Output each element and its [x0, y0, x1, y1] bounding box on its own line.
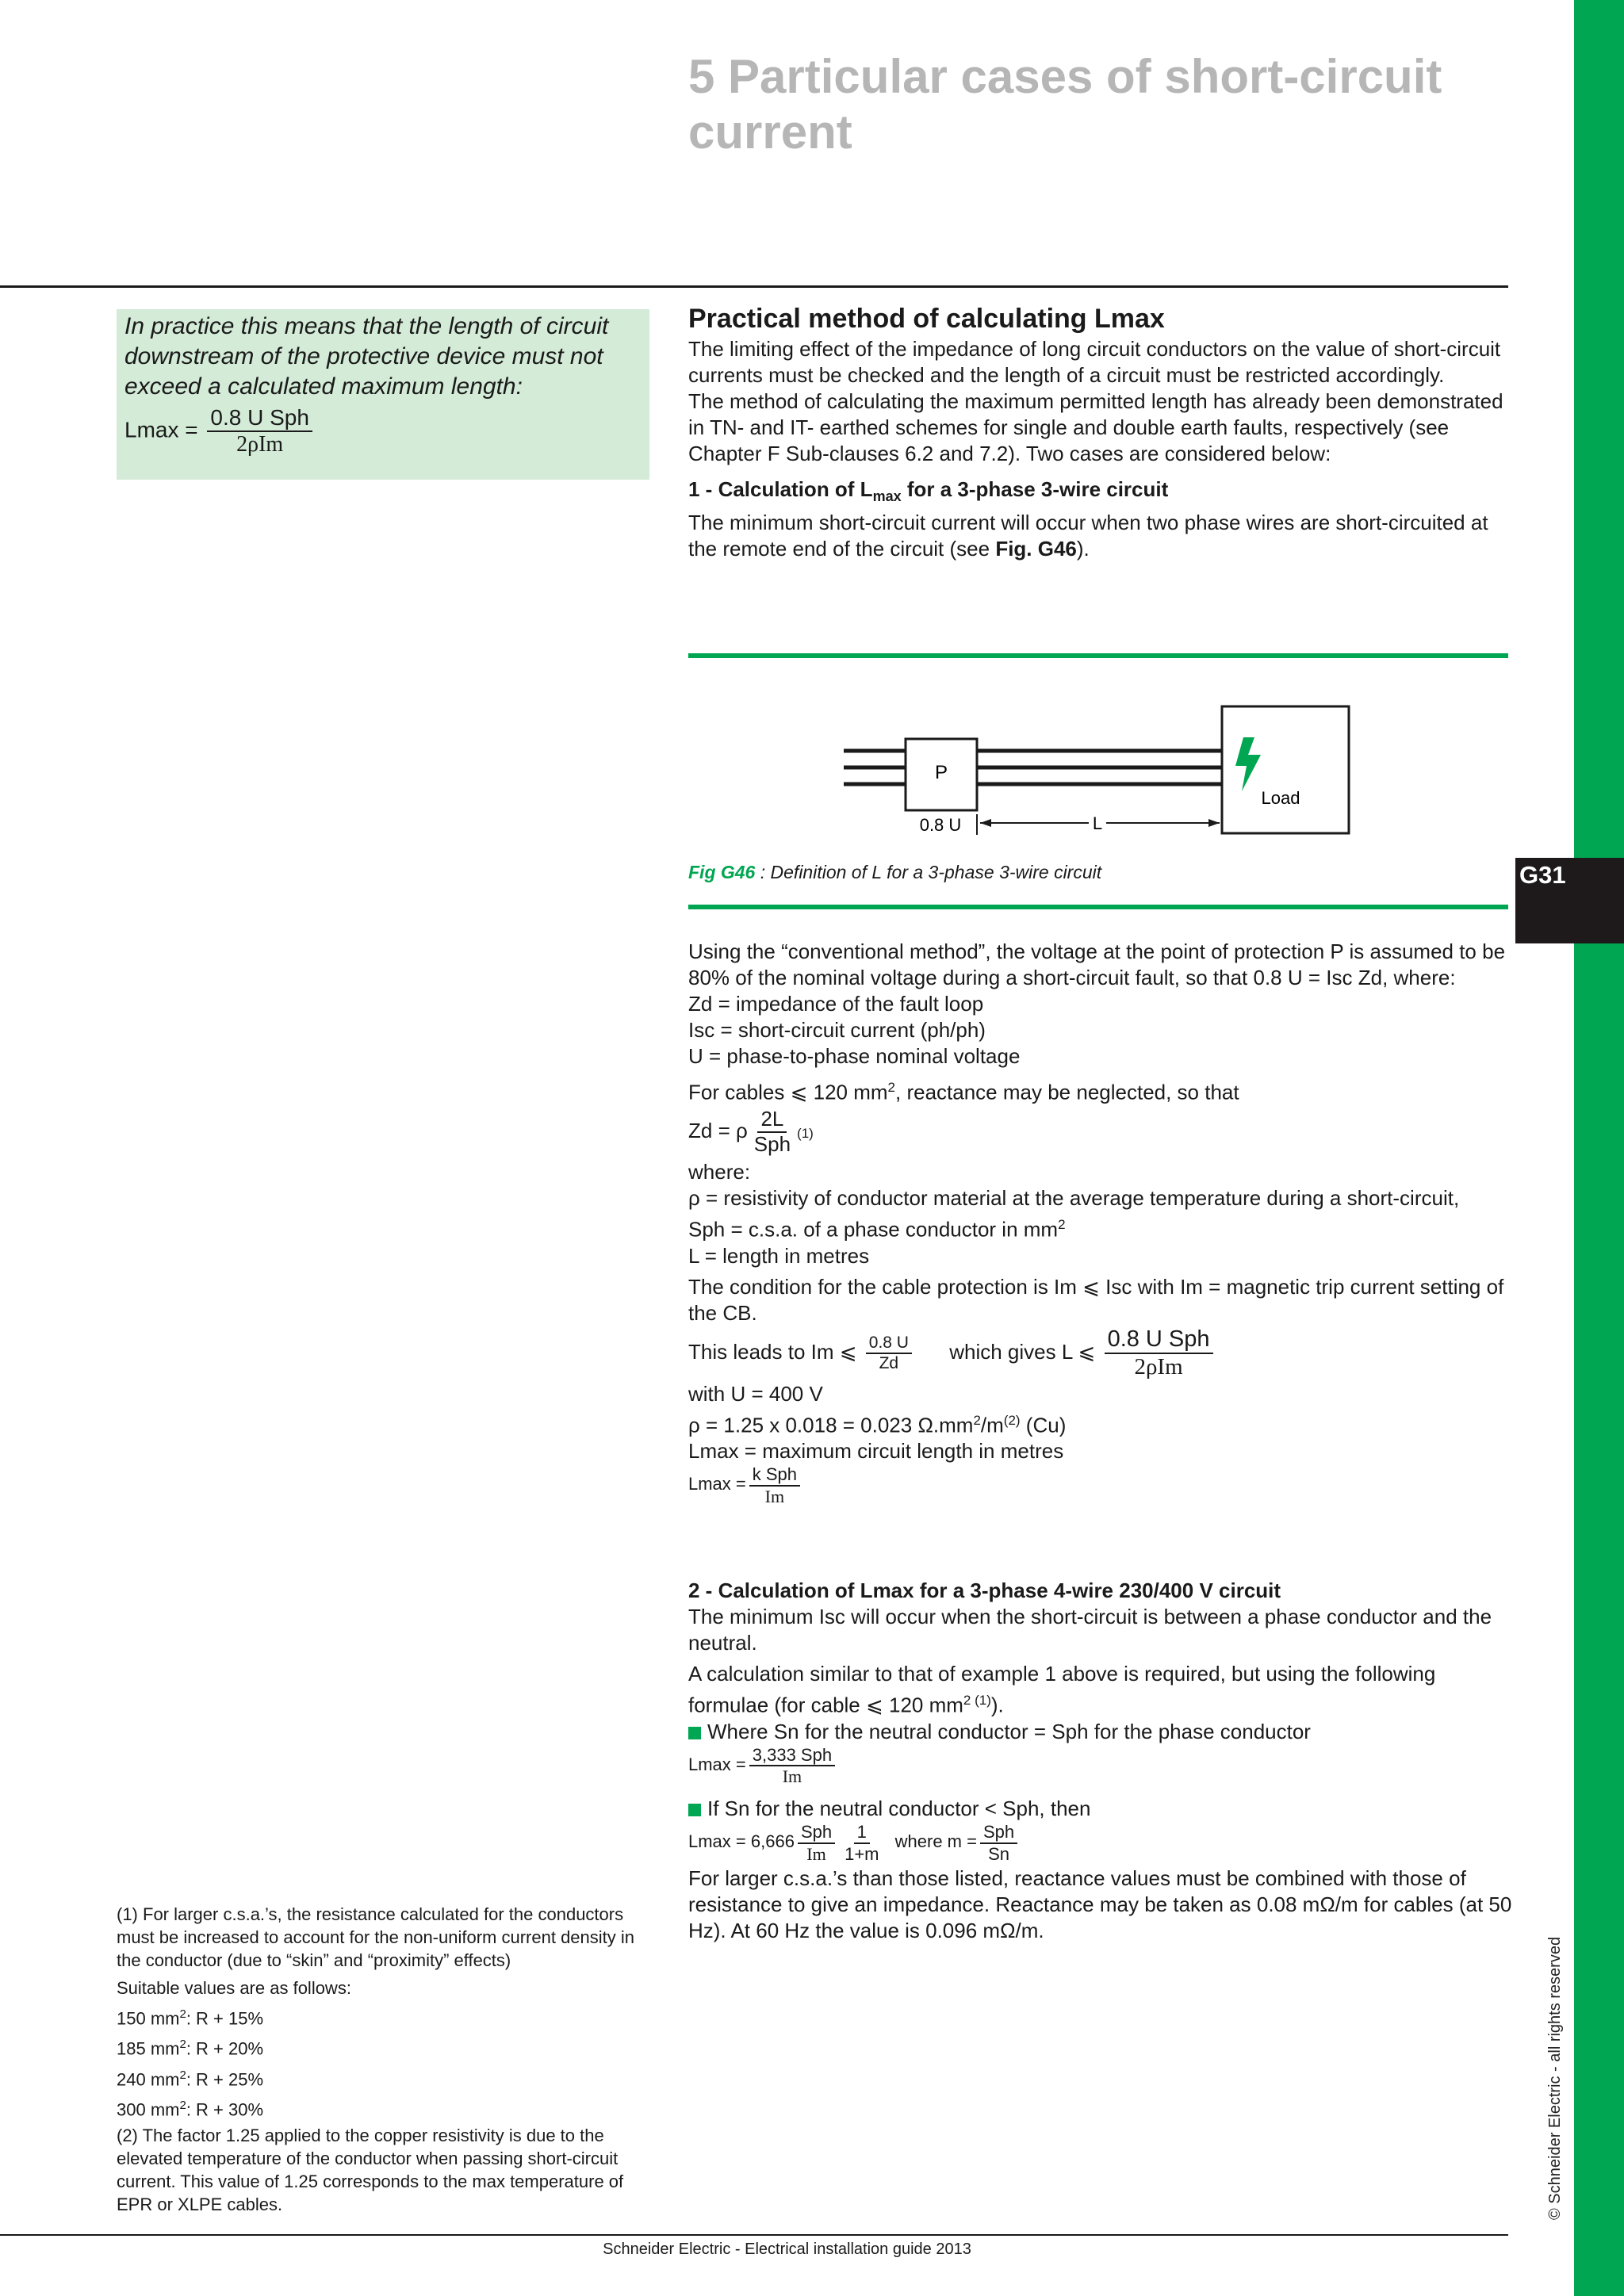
case2-fraction-2a: $\frac{\text{Sph}}{Im}$: [798, 1822, 835, 1864]
protection-label: P: [934, 762, 948, 783]
case2-section: [688, 1578, 1513, 1944]
figure-reference[interactable]: Fig. G46: [995, 537, 1077, 561]
lmax-k-fraction: $\frac{\text{k Sph}}{Im}$: [749, 1464, 800, 1506]
u-value: with U = 400 V: [688, 1381, 823, 1406]
bullet-icon: [688, 1727, 701, 1739]
bullet-icon: [688, 1804, 701, 1816]
case1-text: The minimum short-circuit current will occur when two phase wires are short-circuited at the remote end of the circuit (see Fig. G46).: [688, 511, 1488, 561]
def-zd: Zd = impedance of the fault loop: [688, 992, 984, 1016]
figure-caption: Fig G46 : Definition of L for a 3-phase 3-wire circuit: [688, 862, 1102, 882]
def-rho: ρ = resistivity of conductor material at the average temperature during a short-circuit,: [688, 1186, 1460, 1211]
case2-paragraph-1: The minimum Isc will occur when the short-circuit is between a phase conductor and the neutral.: [688, 1605, 1492, 1655]
case2-formula-1: Lmax = $\frac{\text{3,333 Sph}}{Im}$: [688, 1745, 1513, 1787]
load-label: Load: [1261, 788, 1300, 808]
value-150: 150 $mm^2$: R + 15%: [117, 2007, 264, 2029]
caption-id: Fig G46: [688, 862, 756, 882]
case2-formula-2: Lmax = 6,666 $\frac{\text{Sph}}{Im}$ $\frac{1}{1+m}$ where m = $\frac{\text{Sph}}{Sn}$: [688, 1822, 1513, 1864]
formula-lhs: Lmax =: [124, 417, 198, 442]
def-isc: Isc = short-circuit current (ph/ph): [688, 1018, 986, 1042]
chapter-title: 5 Particular cases of short-circuit current: [688, 50, 1442, 159]
footnote-1: (1) For larger c.s.a.’s, the resistance calculated for the conductors must be increased to account for the non-uniform current density in the conductor (due to “skin” and “proximity” effects): [117, 1904, 635, 1970]
conv-paragraph: Using the “conventional method”, the voltage at the point of protection P is assumed to be 80% of the nominal voltage during a short-circuit fault, so that 0.8 U = Isc Zd, where:: [688, 939, 1506, 989]
intro-paragraph-1: The limiting effect of the impedance of long circuit conductors on the value of short-circuit currents must be checked and the length of a circuit must be restricted accordingly.: [688, 337, 1501, 387]
def-length: L = length in metres: [688, 1244, 870, 1269]
suitable-values: Suitable values are as follows:: [117, 1978, 351, 1998]
conventional-method-section: [688, 939, 1513, 1506]
gives-fraction: $\frac{\text{0.8 U Sph}}{\text{2ρIm}}$: [1105, 1326, 1213, 1381]
where-label: where:: [688, 1160, 751, 1184]
def-u: U = phase-to-phase nominal voltage: [688, 1044, 1021, 1068]
case2-paragraph-3: For larger c.s.a.’s than those listed, reactance values must be combined with those of resistance to give an impedance. Reactance may be taken as 0.08 mΩ/m for cables (at 50 Hz). At 60 Hz the value is 0.096 mΩ/m.: [688, 1866, 1512, 1942]
case2-paragraph-2: A calculation similar to that of example 1 above is required, but using the following formulae (for cable ⩽ 120 $mm^{2 (1)}$).: [688, 1662, 1436, 1717]
cables-note: For cables ⩽ 120 $mm^2$, reactance may be neglected, so that: [688, 1080, 1239, 1104]
leads-fraction: $\frac{0.8 U}{Zd}$: [866, 1334, 912, 1373]
formula-fraction: [207, 405, 312, 457]
case2-bullet-2: If Sn for the neutral conductor < Sph, then: [688, 1796, 1513, 1822]
summary-formula: [124, 405, 642, 457]
load-box: [1222, 706, 1349, 833]
page-tab: G31: [1515, 858, 1624, 943]
lmax-definition: Lmax = maximum circuit length in metres: [688, 1439, 1064, 1464]
page-footer: Schneider Electric - Electrical installation guide 2013: [603, 2241, 971, 2258]
arrow-left-head: [980, 819, 991, 827]
protection-condition: The condition for the cable protection is Im ⩽ Isc with Im = magnetic trip current setting of the CB.: [688, 1275, 1504, 1326]
case1-heading: 1 - Calculation of $L_{max}$ for a 3-phase 3-wire circuit: [688, 477, 1169, 505]
case2-bullet-1: Where Sn for the neutral conductor = Sph for the phase conductor: [688, 1719, 1513, 1745]
summary-text: In practice this means that the length of circuit downstream of the protective device must not exceed a calculated maximum length:: [124, 313, 609, 400]
intro-section: [688, 303, 1513, 562]
value-300: 300 $mm^2$: R + 30%: [117, 2098, 264, 2120]
side-green-bar: [1574, 0, 1624, 2296]
case2-heading: 2 - Calculation of Lmax for a 3-phase 4-wire 230/400 V circuit: [688, 1578, 1281, 1602]
header-rule: [0, 285, 1508, 288]
case2-fraction-1: $\frac{\text{3,333 Sph}}{Im}$: [749, 1745, 835, 1787]
value-185: 185 $mm^2$: R + 20%: [117, 2038, 264, 2059]
copyright-notice: © Schneider Electric - all rights reserved: [1546, 1936, 1564, 2220]
intro-paragraph-2: The method of calculating the maximum permitted length has already been demonstrated in TN- and IT- earthed schemes for single and double earth faults, respectively (see Chapter F Sub-clauses 6.2 and 7.2). Two cases are considered below:: [688, 389, 1503, 465]
case2-fraction-2b: $\frac{1}{1+m}$: [845, 1822, 879, 1864]
footnote-2: (2) The factor 1.25 applied to the copper resistivity is due to the elevated temperature of the conductor when passing short-circuit current. This value of 1.25 corresponds to the max temperature of EPR or XLPE cables.: [117, 2126, 624, 2215]
summary-box: [117, 309, 649, 480]
fraction-denominator: 2ρIm: [236, 432, 284, 457]
zd-fraction: $\frac{2L}{\text{Sph}}$: [753, 1106, 791, 1156]
footnotes: [117, 1903, 656, 2216]
figure-bottom-rule: [688, 905, 1508, 909]
fraction-numerator: 0.8 U Sph: [207, 405, 312, 432]
rho-value: ρ = 1.25 x 0.018 = 0.023 $\Omega.mm^2/m^{(2)}$ (Cu): [688, 1412, 1067, 1437]
case2-fraction-2c: $\frac{\text{Sph}}{Sn}$: [980, 1822, 1017, 1864]
footer-rule: [0, 2234, 1508, 2236]
arrow-right-head: [1208, 819, 1220, 827]
lmax-k-formula: Lmax = $\frac{\text{k Sph}}{Im}$: [688, 1464, 1513, 1506]
circuit-diagram: [841, 698, 1356, 840]
def-sph: Sph = c.s.a. of a phase conductor in $mm^2$: [688, 1217, 1066, 1242]
length-label: L: [1092, 813, 1103, 833]
value-240: 240 $mm^2$: R + 25%: [117, 2068, 264, 2089]
zd-formula: Zd = ρ $\frac{2L}{\text{Sph}}$ (1): [688, 1106, 814, 1156]
figure-top-rule: [688, 653, 1508, 658]
voltage-label: 0.8 U: [919, 815, 962, 835]
section-title: Practical method of calculating Lmax: [688, 304, 1165, 334]
leads-formula: This leads to Im ⩽ $\frac{0.8 U}{Zd}$ which gives L ⩽ $\frac{\text{0.8 U Sph}}{\text{2ρIm}}$: [688, 1326, 1513, 1381]
